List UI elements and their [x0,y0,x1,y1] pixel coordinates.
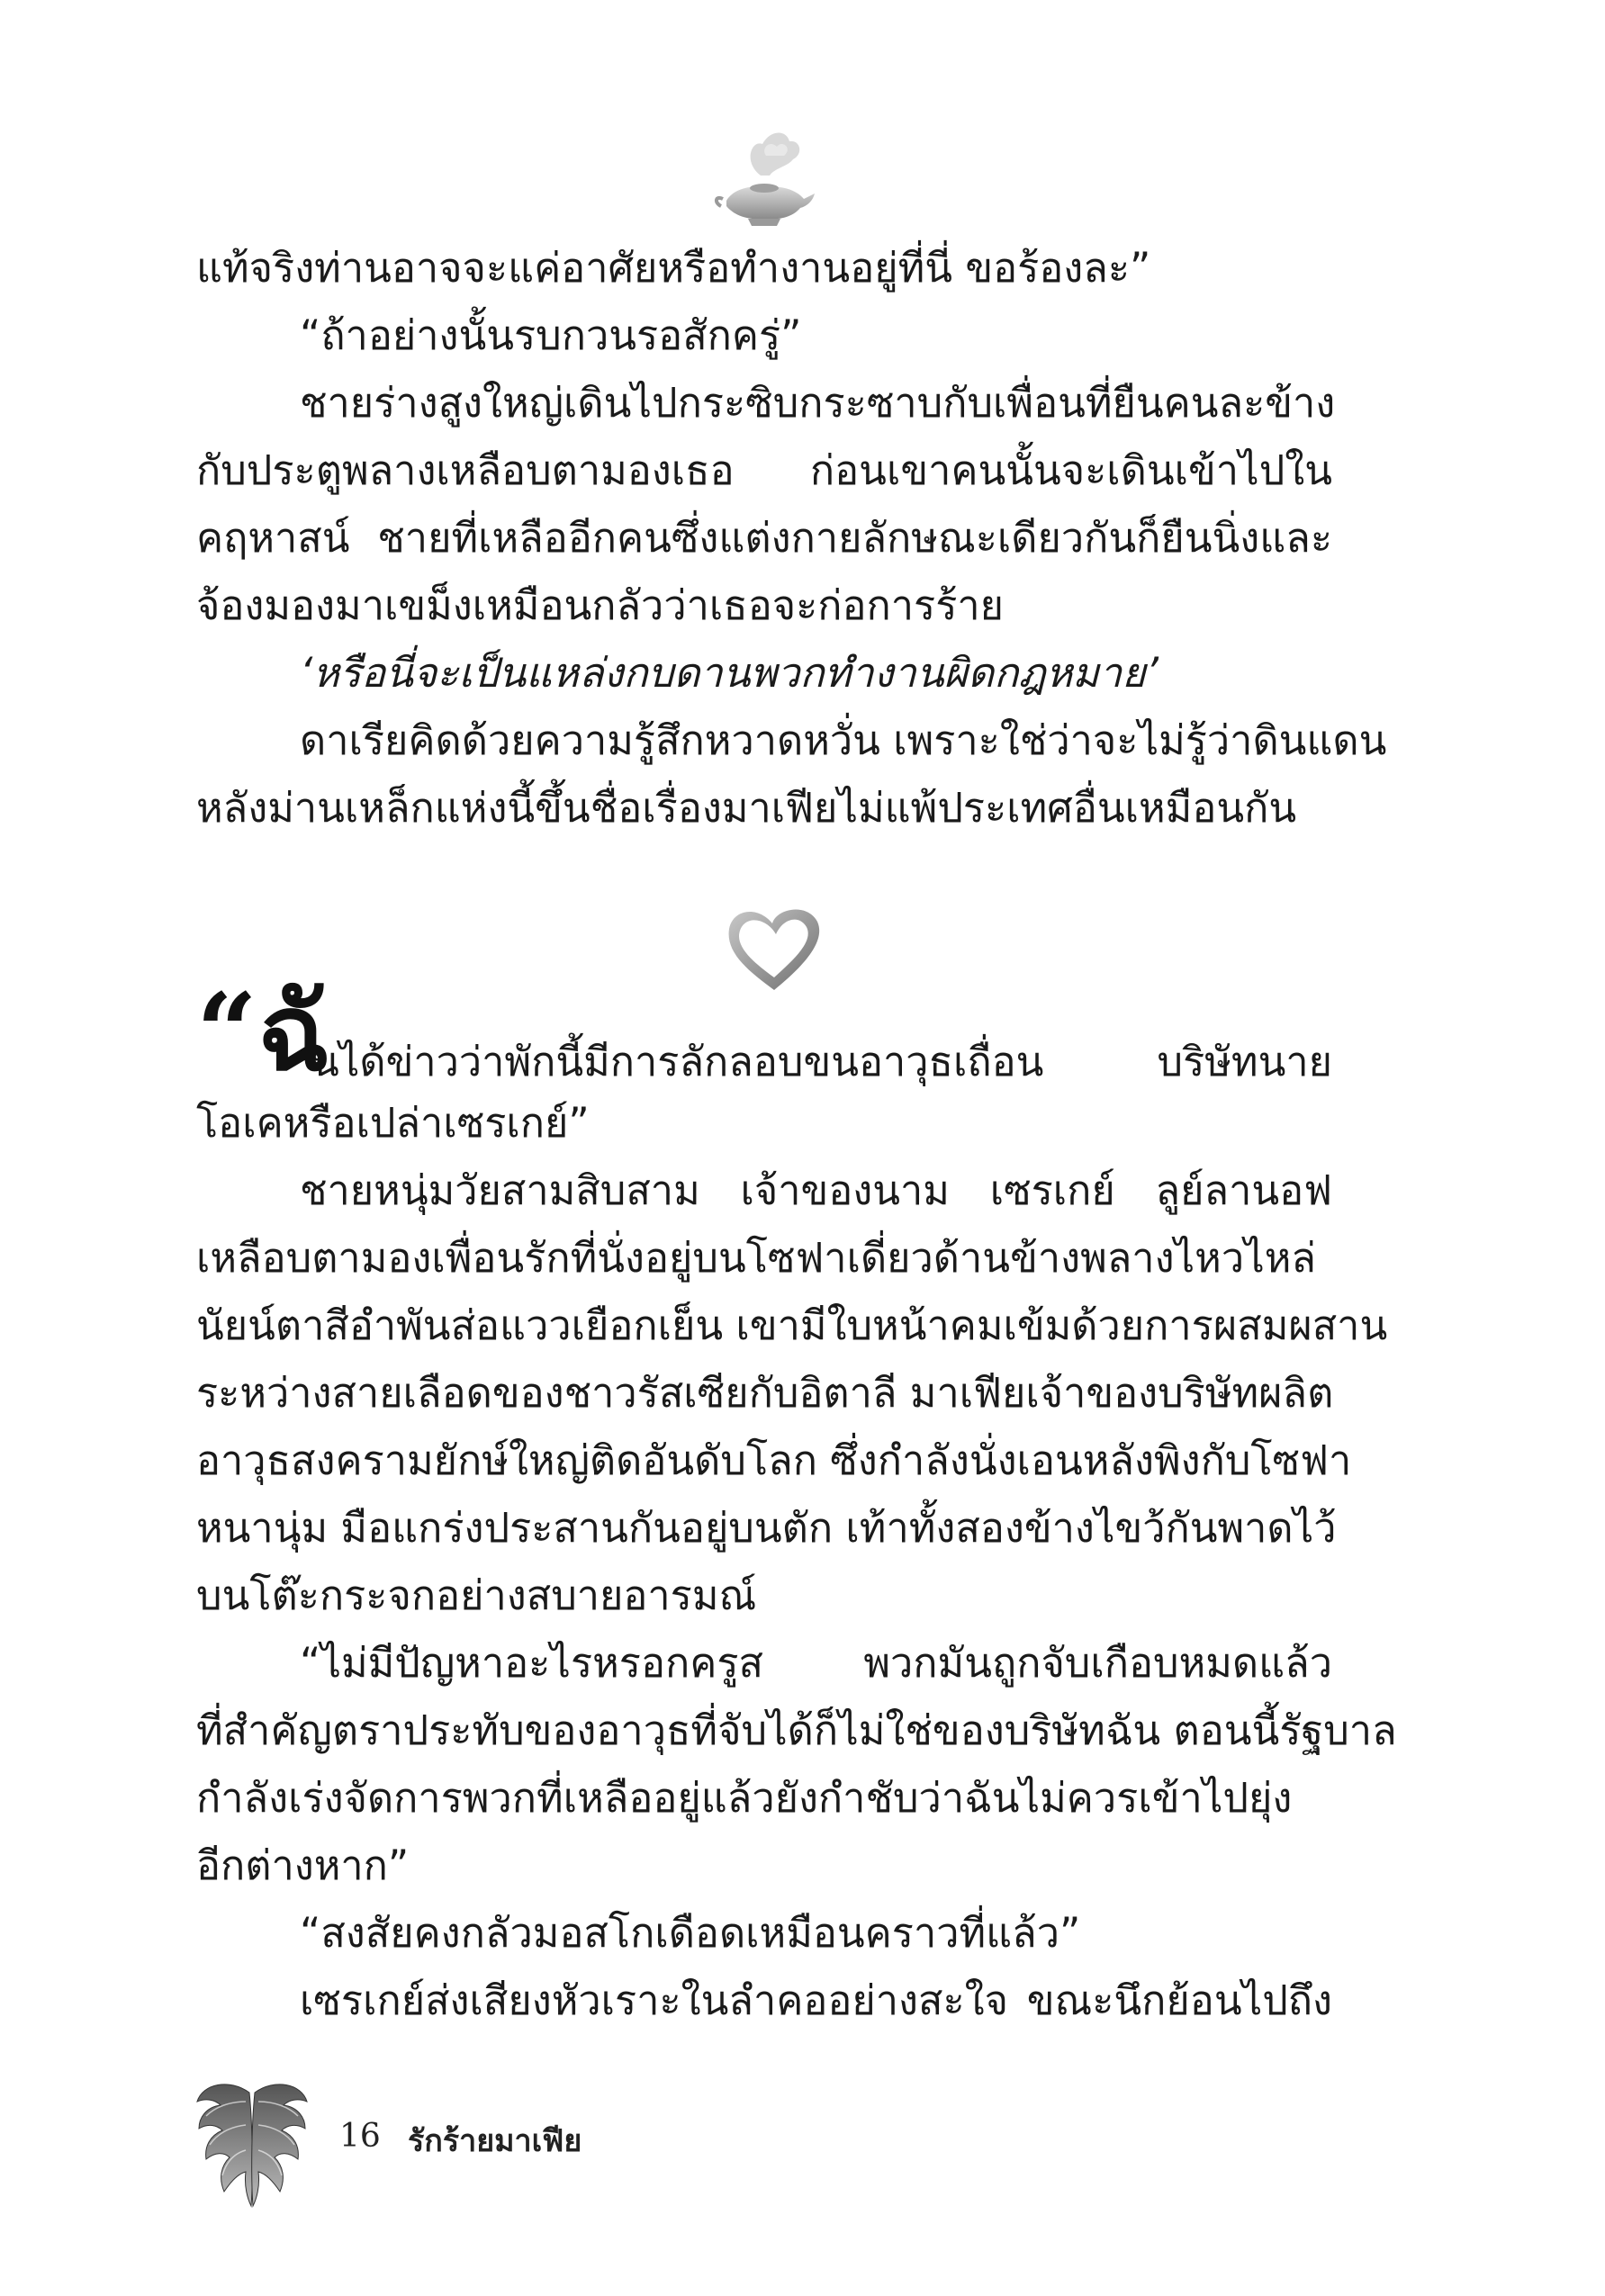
text-line: “ถ้าอย่างนั้นรบกวนรอสักครู่” [300,311,802,359]
section-1-text [196,234,1387,842]
opening-line-text: นได้ข่าวว่าพักนี้มีการลักลอบขนอาวุธเถื่อน บริษัทนาย [311,1038,1332,1085]
text-line: “สงสัยคงกลัวมอสโกเดือดเหมือนคราวที่แล้ว” [300,1909,1081,1957]
book-title: รักร้ายมาเฟีย [408,2123,582,2159]
text-line: ชายหนุ่มวัยสามสิบสาม เจ้าของนาม เซรเกย์ ลูย์ลานอฟ [300,1166,1332,1214]
heart-icon [720,900,828,999]
magic-lamp-icon [707,113,824,230]
opening-line [196,969,1332,1094]
text-line: ระหว่างสายเลือดของชาวรัสเซียกับอิตาลี มาเฟียเจ้าของบริษัทผลิต [196,1369,1334,1417]
text-line: เหลือบตามองเพื่อนรักที่นั่งอยู่บนโซฟาเดี่ยวด้านข้างพลางไหวไหล่ [196,1234,1316,1282]
text-line: แท้จริงท่านอาจจะแค่อาศัยหรือทำงานอยู่ที่นี่ ขอร้องละ” [196,244,1151,292]
text-line: หลังม่านเหล็กแห่งนี้ขึ้นชื่อเรื่องมาเฟียไม่แพ้ประเทศอื่นเหมือนกัน [196,784,1297,832]
section-2-opening [196,969,1332,1094]
text-line: ที่สำคัญตราประทับของอาวุธที่จับได้ก็ไม่ใช่ของบริษัทฉัน ตอนนี้รัฐบาล [196,1706,1397,1754]
page-footer [194,2075,824,2210]
section-2-text [196,1089,1397,2034]
text-line: โอเคหรือเปล่าเซรเกย์” [196,1099,590,1147]
text-line-italic: ‘หรือนี่จะเป็นแหล่งกบดานพวกทำงานผิดกฎหมาย’ [300,649,1159,697]
text-line: กำลังเร่งจัดการพวกที่เหลืออยู่แล้วยังกำชับว่าฉันไม่ควรเข้าไปยุ่ง [196,1774,1293,1822]
text-line: “ไม่มีปัญหาอะไรหรอกครูส พวกมันถูกจับเกือบหมดแล้ว [300,1639,1332,1687]
page-number: 16 [339,2118,381,2155]
text-line: กับประตูพลางเหลือบตามองเธอ ก่อนเขาคนนั้นจะเดินเข้าไปใน [196,446,1332,494]
angel-wings-icon [194,2075,311,2210]
text-line: หนานุ่ม มือแกร่งประสานกันอยู่บนตัก เท้าทั้งสองข้างไขว้กันพาดไว้ [196,1504,1337,1552]
text-line: บนโต๊ะกระจกอย่างสบายอารมณ์ [196,1571,757,1619]
text-line: คฤหาสน์ ชายที่เหลืออีกคนซึ่งแต่งกายลักษณะเดียวกันก็ยืนนิ่งและ [196,514,1332,562]
text-line: จ้องมองมาเขม็งเหมือนกลัวว่าเธอจะก่อการร้าย [196,581,1005,629]
text-line: ชายร่างสูงใหญ่เดินไปกระซิบกระซาบกับเพื่อนที่ยืนคนละข้าง [300,379,1336,427]
text-line: ดาเรียคิดด้วยความรู้สึกหวาดหวั่น เพราะใช่ว่าจะไม่รู้ว่าดินแดน [300,716,1387,764]
drop-cap: “ฉั [196,969,330,1094]
text-line: เซรเกย์ส่งเสียงหัวเราะในลำคออย่างสะใจ ขณะนึกย้อนไปถึง [300,1976,1332,2024]
text-line: อาวุธสงครามยักษ์ใหญ่ติดอันดับโลก ซึ่งกำลังนั่งเอนหลังพิงกับโซฟา [196,1436,1352,1484]
text-line: นัยน์ตาสีอำพันส่อแววเยือกเย็น เขามีใบหน้าคมเข้มด้วยการผสมผสาน [196,1301,1388,1349]
text-line: อีกต่างหาก” [196,1841,410,1889]
